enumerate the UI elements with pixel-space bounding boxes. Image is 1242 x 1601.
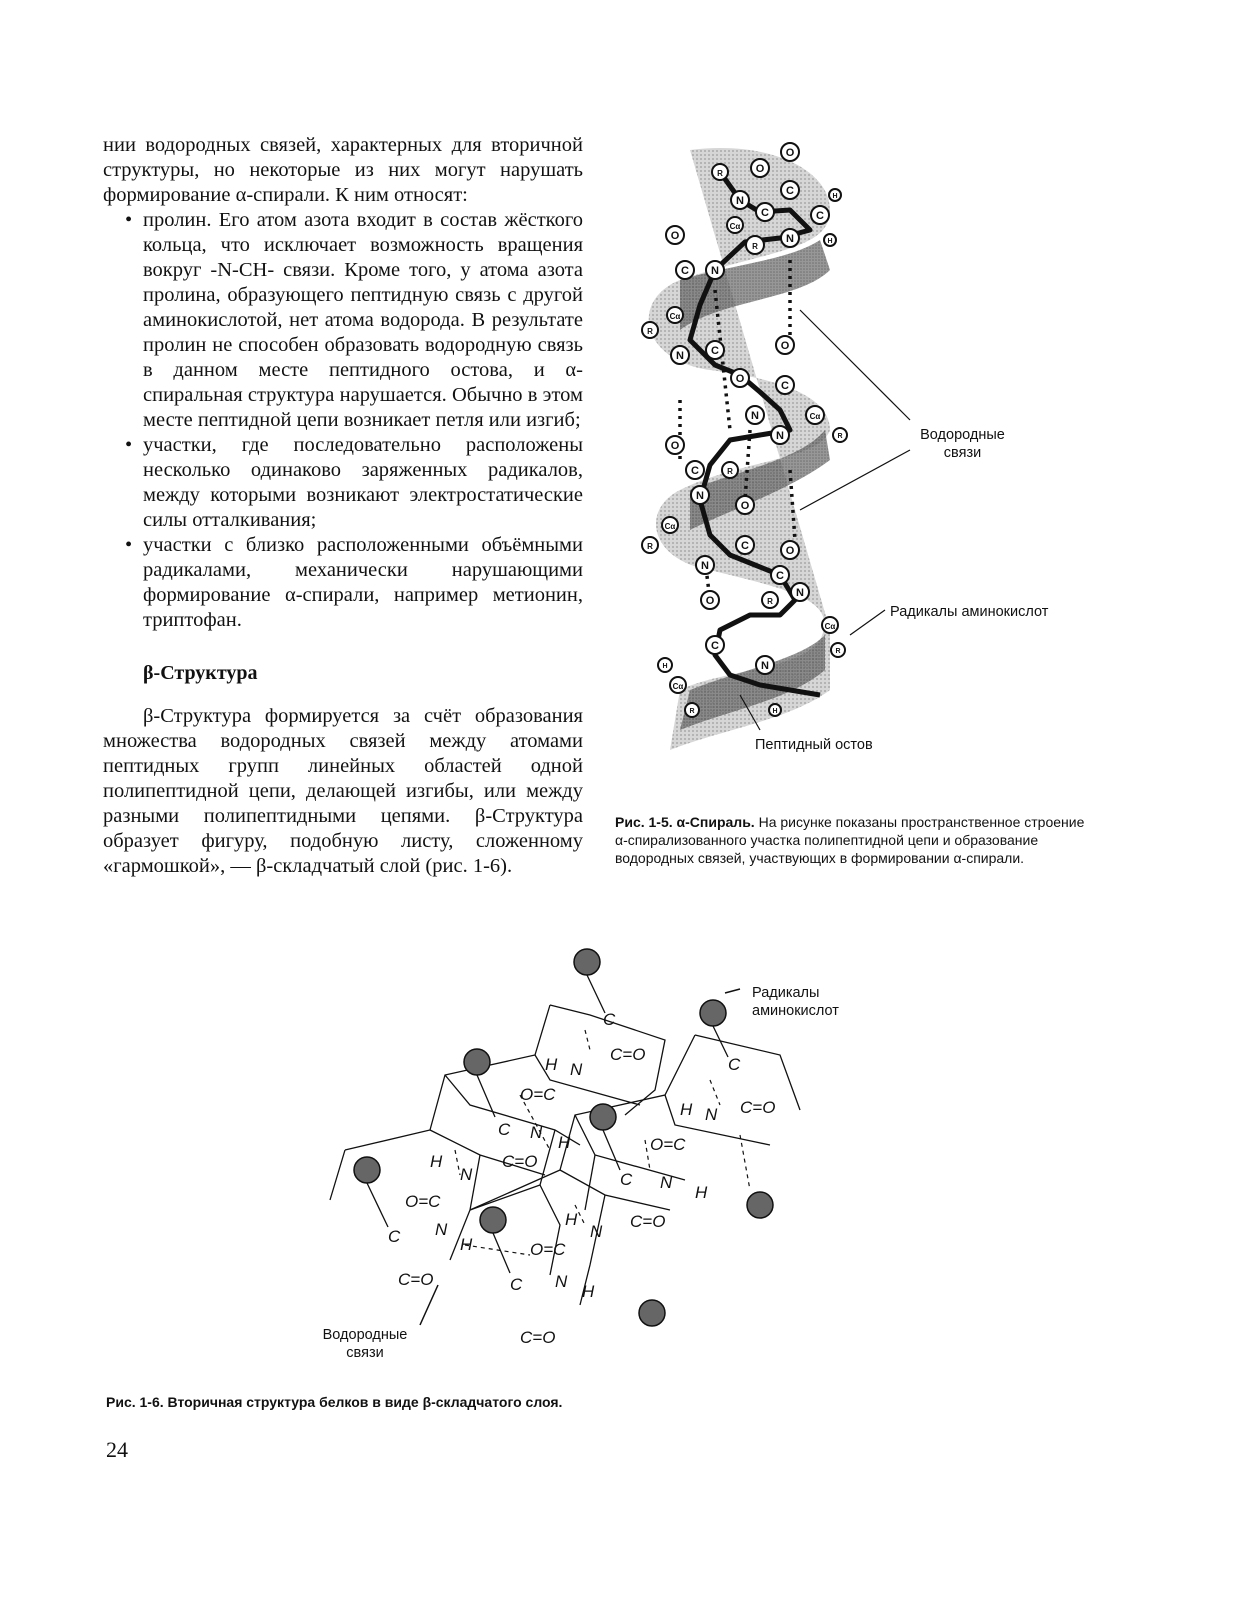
svg-text:H: H — [695, 1183, 708, 1202]
figure-caption-1-5 — [615, 813, 1100, 867]
body-text — [103, 133, 583, 879]
radical-stems — [367, 975, 728, 1273]
svg-text:O: O — [785, 147, 795, 159]
radical-arrow — [725, 989, 740, 993]
svg-text:C: C — [728, 1055, 741, 1074]
svg-text:C: C — [681, 265, 689, 277]
caption-text: На рисунке показаны пространственное строение α-спирализованного участка полипептидной цепи и образование водородных связей, участвующих в формировании α-спирали. — [615, 814, 1085, 866]
svg-text:C: C — [786, 185, 794, 197]
svg-text:N: N — [776, 430, 784, 442]
bullet-bulky: • участки с близко расположенными объёмными радикалами, механически нарушающими формирование α-спирали, например метионин, триптофан. — [103, 533, 583, 633]
svg-text:C=O: C=O — [398, 1270, 434, 1289]
beta-sheet-figure — [320, 945, 820, 1365]
svg-text:N: N — [570, 1060, 583, 1079]
figure-caption-1-6 — [106, 1393, 806, 1411]
svg-text:C: C — [603, 1010, 616, 1029]
svg-text:N: N — [435, 1220, 448, 1239]
svg-text:C: C — [711, 345, 719, 357]
svg-text:H: H — [558, 1133, 571, 1152]
svg-text:Cα: Cα — [664, 522, 676, 531]
svg-text:O=C: O=C — [650, 1135, 686, 1154]
label-radicals: Радикалы аминокислот — [890, 604, 1049, 620]
svg-text:H: H — [832, 193, 838, 200]
svg-text:C=O: C=O — [630, 1212, 666, 1231]
bullet-charged: • участки, где последовательно расположены несколько одинаково заряженных радикалов, между которыми возникают электростатические силы отталкивания; — [103, 433, 583, 533]
svg-text:O: O — [670, 440, 680, 452]
svg-text:N: N — [711, 265, 719, 277]
alpha-helix-figure — [620, 130, 880, 790]
bullet-proline: • пролин. Его атом азота входит в состав жёсткого кольца, что исключает возможность вращения вокруг -N-CH- связи. Кроме того, у атома азота пролина, образующего пептидную связь с другой аминокислотой, нет атома водорода. В результате пролин не способен образовать водородную связь в данном месте пептидного остова, и α-спиральная структура нарушается. Обычно в этом месте пептидной цепи возникает петля или изгиб; — [103, 208, 583, 433]
svg-text:R: R — [647, 327, 653, 336]
svg-text:N: N — [660, 1173, 673, 1192]
svg-text:C: C — [691, 465, 699, 477]
svg-text:N: N — [555, 1272, 568, 1291]
svg-text:Cα: Cα — [669, 312, 681, 321]
svg-text:R: R — [717, 169, 723, 178]
svg-text:N: N — [696, 490, 704, 502]
label-backbone: Пептидный остов — [755, 737, 873, 753]
section-heading: β-Структура — [143, 662, 258, 684]
svg-text:N: N — [590, 1222, 603, 1241]
beta-atom-labels — [388, 1010, 775, 1347]
label-beta-hbonds: Водородные связи — [322, 1327, 408, 1361]
svg-text:C: C — [711, 640, 719, 652]
svg-text:N: N — [786, 233, 794, 245]
svg-text:N: N — [736, 195, 744, 207]
svg-text:H: H — [582, 1282, 595, 1301]
svg-text:O=C: O=C — [530, 1240, 566, 1259]
sheet-outline — [330, 1005, 800, 1305]
paragraph-intro: нии водородных связей, характерных для вторичной структуры, но некоторые из них могут нарушать формирование α-спирали. К ним относят: — [103, 134, 583, 206]
svg-text:H: H — [460, 1235, 473, 1254]
svg-text:N: N — [676, 350, 684, 362]
svg-text:H: H — [680, 1100, 693, 1119]
svg-text:Cα: Cα — [809, 412, 821, 421]
label-hydrogen-bonds: Водородные связи — [920, 427, 1005, 461]
svg-text:R: R — [647, 542, 653, 551]
svg-text:N: N — [761, 660, 769, 672]
paragraph-beta: β-Структура формируется за счёт образования множества водородных связей между атомами пептидных групп линейных областей одной полипептидной цепи, делающей изгибы, или между разными полипептидными цепями. β-Структура образует фигуру, подобную листу, сложенному «гармошкой», — β-складчатый слой (рис. 1-6). — [103, 705, 583, 877]
svg-text:Cα: Cα — [729, 222, 741, 231]
svg-text:R: R — [837, 433, 843, 440]
svg-text:N: N — [460, 1165, 473, 1184]
svg-text:R: R — [835, 648, 841, 655]
svg-text:O=C: O=C — [520, 1085, 556, 1104]
svg-text:O: O — [755, 163, 765, 175]
svg-text:O=C: O=C — [405, 1192, 441, 1211]
svg-text:N: N — [796, 587, 804, 599]
svg-text:R: R — [752, 242, 758, 251]
hbond-arrow — [420, 1285, 438, 1325]
svg-text:H: H — [545, 1055, 558, 1074]
page-number: 24 — [106, 1437, 128, 1462]
svg-text:Cα: Cα — [672, 682, 684, 691]
svg-text:O: O — [735, 373, 745, 385]
svg-text:C=O: C=O — [740, 1098, 776, 1117]
svg-text:N: N — [705, 1105, 718, 1124]
label-beta-radicals: Радикалы аминокислот — [752, 985, 839, 1019]
bullet-list — [103, 208, 583, 633]
svg-text:C: C — [510, 1275, 523, 1294]
svg-text:H: H — [430, 1152, 443, 1171]
svg-text:H: H — [565, 1210, 578, 1229]
svg-text:C: C — [816, 210, 824, 222]
svg-text:R: R — [727, 467, 733, 476]
svg-text:H: H — [772, 708, 778, 715]
svg-text:C: C — [388, 1227, 401, 1246]
caption-1-6-text: Рис. 1-6. Вторичная структура белков в виде β-складчатого слоя. — [106, 1394, 563, 1410]
svg-text:C=O: C=O — [520, 1328, 556, 1347]
svg-text:R: R — [767, 597, 773, 606]
caption-title: Рис. 1-5. α-Спираль. — [615, 814, 755, 830]
svg-text:O: O — [705, 595, 715, 607]
svg-text:O: O — [780, 340, 790, 352]
svg-text:C: C — [498, 1120, 511, 1139]
svg-text:O: O — [670, 230, 680, 242]
svg-text:C=O: C=O — [502, 1152, 538, 1171]
svg-text:O: O — [740, 500, 750, 512]
svg-text:C: C — [781, 380, 789, 392]
svg-text:N: N — [751, 410, 759, 422]
svg-text:C: C — [761, 207, 769, 219]
svg-text:R: R — [689, 708, 695, 715]
svg-text:C: C — [776, 570, 784, 582]
svg-text:C: C — [620, 1170, 633, 1189]
svg-text:O: O — [785, 545, 795, 557]
svg-text:Cα: Cα — [824, 622, 836, 631]
svg-text:N: N — [530, 1123, 543, 1142]
svg-text:N: N — [701, 560, 709, 572]
svg-text:C=O: C=O — [610, 1045, 646, 1064]
svg-text:H: H — [827, 238, 833, 245]
svg-text:C: C — [741, 540, 749, 552]
svg-text:H: H — [662, 663, 668, 670]
